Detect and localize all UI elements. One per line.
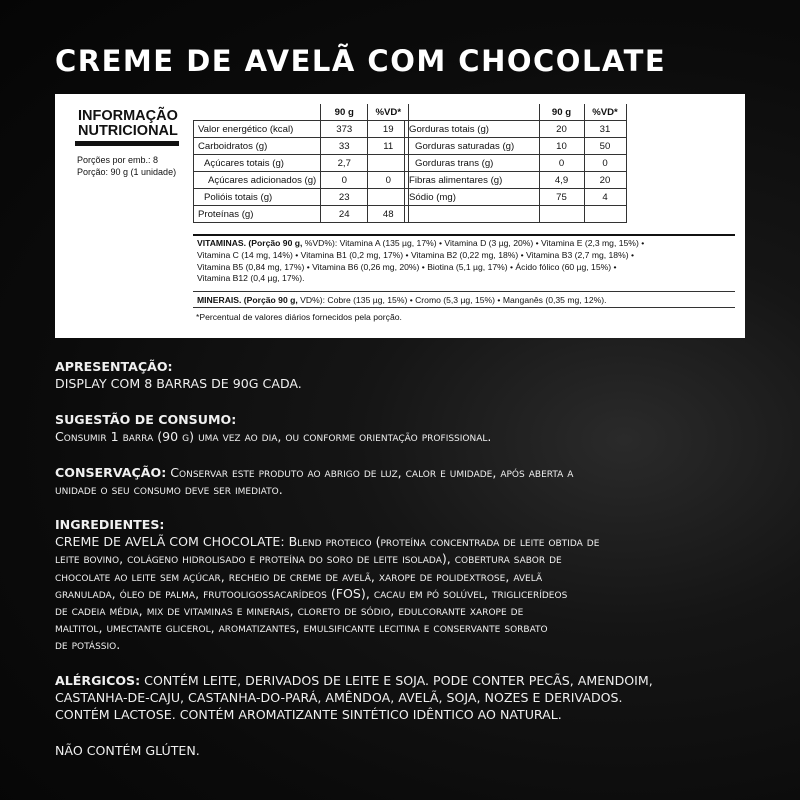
table-row — [405, 121, 627, 138]
row-qty: 4,9 — [539, 172, 584, 189]
section-heading: APRESENTAÇÃO: — [55, 359, 173, 374]
vitamins-line: Vitamina C (14 mg, 14%) • Vitamina B1 (0,2 mg, 17%) • Vitamina B2 (0,22 mg, 18%) • Vitamina B3 (2,7 mg, 18%) • — [197, 249, 634, 260]
table-row — [194, 189, 409, 206]
nutrition-heading — [78, 109, 178, 139]
conservacao-section — [55, 464, 755, 498]
ingredients-line: granulada, óleo de palma, frutooligossacarídeos (FOS), cacau em pó solúvel, triglicerídeos — [55, 585, 568, 601]
vitamins-line: Vitamina B5 (0,84 mg, 17%) • Vitamina B6 (0,26 mg, 20%) • Biotina (5,1 µg, 17%) • Ácido fólico (60 µg, 15%) • — [197, 261, 617, 272]
table-row — [194, 138, 409, 155]
table-row — [405, 206, 627, 223]
row-vd: 50 — [584, 138, 626, 155]
row-vd — [368, 155, 409, 172]
portion-size: Porção: 90 g (1 unidade) — [77, 167, 177, 177]
minerals-block — [193, 292, 735, 308]
row-qty: 33 — [321, 138, 368, 155]
section-heading: CONSERVAÇÃO: — [55, 465, 167, 480]
section-text: Consumir 1 barra (90 g) uma vez ao dia, ou conforme orientação profissional. — [55, 429, 492, 445]
ingredients-line: de cadeia média, mix de vitaminas e minerais, cloreto de sódio, edulcorante xarope de — [55, 603, 524, 619]
table-header-row — [405, 104, 627, 121]
row-vd: 0 — [368, 172, 409, 189]
row-vd: 4 — [584, 189, 626, 206]
row-qty: 0 — [539, 155, 584, 172]
row-label: Açúcares adicionados (g) — [194, 172, 321, 189]
row-label: Sódio (mg) — [405, 189, 540, 206]
row-vd: 20 — [584, 172, 626, 189]
table-row — [405, 189, 627, 206]
row-label: Valor energético (kcal) — [194, 121, 321, 138]
table-row — [194, 172, 409, 189]
row-qty: 20 — [539, 121, 584, 138]
row-label: Carboidratos (g) — [194, 138, 321, 155]
row-label: Açúcares totais (g) — [194, 155, 321, 172]
row-vd: 31 — [584, 121, 626, 138]
section-text: unidade o seu consumo deve ser imediato. — [55, 482, 283, 498]
gluten-notice — [55, 742, 755, 759]
product-title: CREME DE AVELÃ COM CHOCOLATE — [55, 44, 667, 78]
row-label: Fibras alimentares (g) — [405, 172, 540, 189]
row-vd — [368, 189, 409, 206]
section-text: CASTANHA-DE-CAJU, CASTANHA-DO-PARÁ, AMÊNDOA, AVELÃ, SOJA, NOZES E DERIVADOS. — [55, 690, 623, 706]
table-row — [405, 172, 627, 189]
table-row — [194, 206, 409, 223]
ingredients-line: de potássio. — [55, 637, 121, 653]
row-label: Polióis totais (g) — [194, 189, 321, 206]
qty-column-header: 90 g — [321, 104, 368, 121]
section-text: Conservar este produto ao abrigo de luz, calor e umidade, após aberta a — [166, 465, 574, 480]
table-row — [194, 155, 409, 172]
row-vd: 19 — [368, 121, 409, 138]
row-qty: 75 — [539, 189, 584, 206]
minerals-text: VD%): Cobre (135 µg, 15%) • Cromo (5,3 µg, 15%) • Manganês (0,35 mg, 12%). — [300, 295, 607, 305]
portions-per-package: Porções por emb.: 8 — [77, 155, 159, 165]
section-text: CONTÉM LACTOSE. CONTÉM AROMATIZANTE SINTÉTICO IDÊNTICO AO NATURAL. — [55, 707, 562, 723]
section-heading: INGREDIENTES: — [55, 517, 165, 532]
section-text: CONTÉM LEITE, DERIVADOS DE LEITE E SOJA. PODE CONTER PECÃS, AMENDOIM, — [140, 673, 653, 688]
ingredients-line: chocolate ao leite sem açúcar, recheio de creme de avelã, xarope de polidextrose, avelã — [55, 568, 543, 584]
vitamins-line: Vitamina B12 (0,4 µg, 17%). — [197, 273, 305, 284]
row-qty: 10 — [539, 138, 584, 155]
table-row — [194, 121, 409, 138]
minerals-label: MINERAIS. (Porção 90 g, — [197, 295, 298, 305]
nutrition-heading-line1: INFORMAÇÃO — [78, 108, 178, 124]
vitamins-block — [193, 234, 735, 292]
vitamins-label: VITAMINAS. (Porção 90 g, — [197, 238, 303, 248]
ingredientes-section — [55, 516, 755, 654]
apresentacao-section — [55, 358, 755, 392]
row-qty: 0 — [321, 172, 368, 189]
row-qty: 24 — [321, 206, 368, 223]
ingredients-line: CREME DE AVELÃ COM CHOCOLATE: Blend proteico (proteína concentrada de leite obtida de — [55, 534, 600, 550]
row-label: Gorduras saturadas (g) — [405, 138, 540, 155]
table-row — [405, 155, 627, 172]
row-vd: 11 — [368, 138, 409, 155]
alergicos-section — [55, 672, 755, 724]
row-qty: 373 — [321, 121, 368, 138]
row-qty: 23 — [321, 189, 368, 206]
row-label: Gorduras totais (g) — [405, 121, 540, 138]
sugestao-section — [55, 411, 755, 445]
qty-column-header: 90 g — [539, 104, 584, 121]
ingredients-line: maltitol, umectante glicerol, aromatizantes, emulsificante lecitina e conservante sorbato — [55, 620, 548, 636]
section-heading: ALÉRGICOS: — [55, 673, 141, 688]
vitamins-text: %VD%): Vitamina A (135 µg, 17%) • Vitamina D (3 µg, 20%) • Vitamina E (2,3 mg, 15%) • — [304, 238, 645, 248]
row-qty: 2,7 — [321, 155, 368, 172]
vd-column-header: %VD* — [584, 104, 626, 121]
row-vd: 48 — [368, 206, 409, 223]
section-heading: SUGESTÃO DE CONSUMO: — [55, 412, 237, 427]
table-header-row — [194, 104, 409, 121]
heading-rule — [75, 141, 179, 146]
section-text: DISPLAY COM 8 BARRAS DE 90G CADA. — [55, 376, 302, 392]
vd-column-header: %VD* — [368, 104, 409, 121]
table-row — [405, 138, 627, 155]
nutrition-facts-panel — [55, 94, 745, 338]
portion-info — [77, 154, 176, 178]
row-label: Proteínas (g) — [194, 206, 321, 223]
ingredients-line: leite bovino, colágeno hidrolisado e proteína do soro de leite isolada), cobertura sabor de — [55, 551, 562, 567]
row-vd: 0 — [584, 155, 626, 172]
nutrition-heading-line2: NUTRICIONAL — [78, 123, 178, 139]
vitamins-line — [197, 238, 731, 250]
footnote: *Percentual de valores diários fornecidos pela porção. — [196, 312, 402, 322]
nutrition-table-right — [404, 104, 627, 223]
nutrition-table-left — [193, 104, 409, 223]
row-label: Gorduras trans (g) — [405, 155, 540, 172]
gluten-text: NÃO CONTÉM GLÚTEN. — [55, 743, 200, 758]
